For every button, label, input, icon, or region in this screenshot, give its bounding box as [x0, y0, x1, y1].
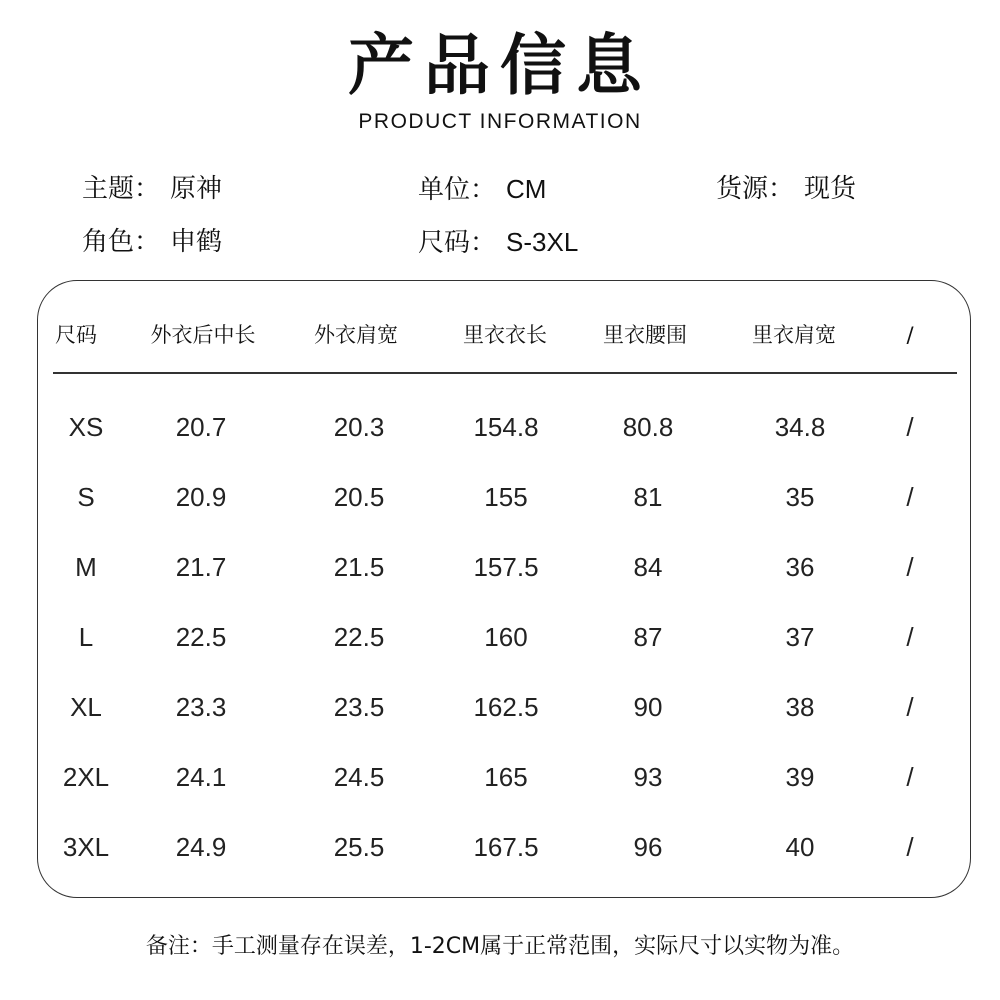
col-header-empty: / [906, 323, 914, 347]
info-unit-sep: ： [470, 175, 497, 205]
cell-empty: / [906, 832, 914, 862]
cell-size: XS [68, 412, 104, 442]
cell-inner-length: 154.8 [473, 412, 539, 442]
cell-size: L [78, 622, 94, 652]
page-subtitle: PRODUCT INFORMATION [358, 110, 642, 133]
cell-outer-back-length: 23.3 [175, 692, 227, 722]
info-theme-label: 主题 [82, 174, 135, 204]
cell-inner-shoulder: 36 [785, 552, 815, 582]
info-source-sep: ： [768, 174, 795, 204]
cell-empty: / [906, 692, 914, 722]
cell-inner-shoulder: 37 [785, 622, 815, 652]
cell-inner-waist: 80.8 [622, 412, 674, 442]
cell-outer-shoulder: 20.3 [333, 412, 385, 442]
cell-inner-shoulder: 35 [785, 482, 815, 512]
cell-outer-back-length: 24.9 [175, 832, 227, 862]
info-role-value: 申鹤 [170, 227, 223, 257]
cell-inner-length: 160 [484, 622, 528, 652]
cell-empty: / [906, 622, 914, 652]
cell-outer-shoulder: 21.5 [333, 552, 385, 582]
cell-outer-shoulder: 20.5 [333, 482, 385, 512]
info-source [716, 172, 856, 206]
cell-inner-length: 167.5 [473, 832, 539, 862]
info-source-label: 货源 [716, 174, 769, 204]
cell-inner-length: 162.5 [473, 692, 539, 722]
cell-inner-length: 165 [484, 762, 528, 792]
cell-inner-shoulder: 40 [785, 832, 815, 862]
table-row [0, 617, 1000, 657]
info-unit-value: CM [506, 174, 547, 204]
table-row [0, 547, 1000, 587]
table-row [0, 407, 1000, 447]
footnote: 备注：手工测量存在误差，1-2CM属于正常范围，实际尺寸以实物为准。 [145, 934, 855, 959]
info-source-value: 现货 [804, 174, 857, 204]
cell-inner-waist: 93 [633, 762, 663, 792]
info-size-range-value: S-3XL [506, 227, 579, 257]
cell-outer-shoulder: 25.5 [333, 832, 385, 862]
col-header-inner-waist: 里衣腰围 [603, 323, 687, 347]
cell-inner-waist: 81 [633, 482, 663, 512]
cell-empty: / [906, 552, 914, 582]
table-row [0, 827, 1000, 867]
col-header-inner-shoulder: 里衣肩宽 [752, 323, 836, 347]
cell-outer-shoulder: 23.5 [333, 692, 385, 722]
page-title: 产品信息 [348, 27, 652, 104]
header-divider [53, 372, 957, 374]
cell-inner-waist: 90 [633, 692, 663, 722]
table-row [0, 477, 1000, 517]
info-size-range [418, 225, 578, 260]
info-size-range-label: 尺码 [418, 228, 471, 258]
cell-size: 3XL [62, 832, 110, 862]
cell-size: S [77, 482, 95, 512]
table-row [0, 757, 1000, 797]
cell-empty: / [906, 412, 914, 442]
cell-outer-back-length: 20.9 [175, 482, 227, 512]
cell-inner-shoulder: 38 [785, 692, 815, 722]
col-header-outer-back-length: 外衣后中长 [150, 323, 256, 347]
cell-outer-back-length: 22.5 [175, 622, 227, 652]
col-header-size: 尺码 [55, 323, 97, 347]
col-header-outer-shoulder: 外衣肩宽 [314, 323, 398, 347]
info-size-range-sep: ： [470, 228, 497, 258]
cell-empty: / [906, 762, 914, 792]
cell-inner-waist: 84 [633, 552, 663, 582]
cell-outer-back-length: 21.7 [175, 552, 227, 582]
info-role-label: 角色 [82, 227, 135, 257]
cell-outer-back-length: 20.7 [175, 412, 227, 442]
cell-inner-length: 157.5 [473, 552, 539, 582]
info-unit [418, 172, 546, 207]
cell-outer-shoulder: 24.5 [333, 762, 385, 792]
cell-size: 2XL [62, 762, 110, 792]
cell-inner-waist: 87 [633, 622, 663, 652]
info-role-sep: ： [134, 227, 161, 257]
cell-inner-waist: 96 [633, 832, 663, 862]
info-role [82, 225, 222, 259]
cell-inner-shoulder: 39 [785, 762, 815, 792]
info-theme-value: 原神 [170, 174, 223, 204]
info-unit-label: 单位 [418, 175, 471, 205]
cell-size: XL [70, 692, 102, 722]
cell-size: M [75, 552, 97, 582]
info-theme [82, 172, 222, 206]
cell-empty: / [906, 482, 914, 512]
cell-inner-length: 155 [484, 482, 528, 512]
col-header-inner-length: 里衣衣长 [463, 323, 547, 347]
cell-outer-back-length: 24.1 [175, 762, 227, 792]
info-theme-sep: ： [134, 174, 161, 204]
table-row [0, 687, 1000, 727]
cell-outer-shoulder: 22.5 [333, 622, 385, 652]
cell-inner-shoulder: 34.8 [774, 412, 826, 442]
